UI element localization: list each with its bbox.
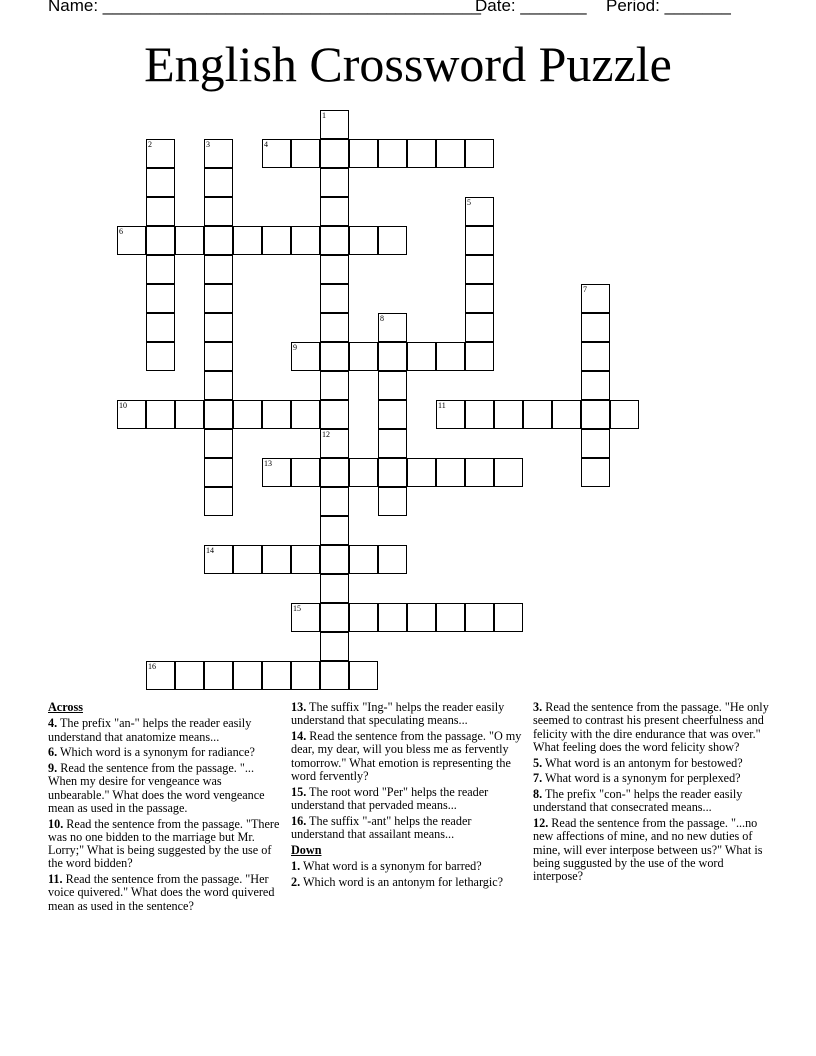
grid-cell[interactable]: [320, 284, 349, 313]
grid-cell[interactable]: [204, 400, 233, 429]
grid-cell[interactable]: [204, 139, 233, 168]
grid-cell[interactable]: [146, 197, 175, 226]
clue-across-13: 13. The suffix "Ing-" helps the reader easily understand that speculating means...: [291, 700, 505, 728]
grid-cell[interactable]: [291, 400, 320, 429]
grid-cell[interactable]: [320, 400, 349, 429]
grid-cell[interactable]: [320, 458, 349, 487]
grid-cell[interactable]: [262, 139, 291, 168]
grid-cell[interactable]: [117, 226, 146, 255]
grid-cell[interactable]: [233, 400, 262, 429]
grid-cell[interactable]: [581, 371, 610, 400]
clue-down-5: 5. What word is an antonym for bestowed?: [533, 755, 743, 770]
grid-cell[interactable]: [494, 603, 523, 632]
grid-cell[interactable]: [465, 603, 494, 632]
grid-cell[interactable]: [349, 226, 378, 255]
grid-cell[interactable]: [494, 458, 523, 487]
grid-cell[interactable]: [204, 342, 233, 371]
grid-cell[interactable]: [349, 603, 378, 632]
grid-cell[interactable]: [320, 168, 349, 197]
grid-cell[interactable]: [465, 313, 494, 342]
grid-cell[interactable]: [465, 197, 494, 226]
clue-number: 2: [148, 140, 152, 149]
grid-cell[interactable]: [465, 226, 494, 255]
grid-cell[interactable]: [436, 342, 465, 371]
grid-cell[interactable]: [494, 400, 523, 429]
grid-cell[interactable]: [320, 661, 349, 690]
grid-cell[interactable]: [262, 545, 291, 574]
grid-cell[interactable]: [436, 458, 465, 487]
grid-cell[interactable]: [204, 255, 233, 284]
clue-number: 1: [322, 111, 326, 120]
grid-cell[interactable]: [465, 458, 494, 487]
grid-cell[interactable]: [320, 516, 349, 545]
grid-cell[interactable]: [320, 342, 349, 371]
grid-cell[interactable]: [204, 487, 233, 516]
clue-number: 3: [206, 140, 210, 149]
grid-cell[interactable]: [320, 226, 349, 255]
clue-number: 6: [119, 227, 123, 236]
grid-cell[interactable]: [146, 255, 175, 284]
grid-cell[interactable]: [291, 661, 320, 690]
grid-cell[interactable]: [436, 400, 465, 429]
grid-cell[interactable]: [175, 661, 204, 690]
grid-cell[interactable]: [204, 545, 233, 574]
grid-cell[interactable]: [465, 342, 494, 371]
grid-cell[interactable]: [146, 661, 175, 690]
grid-cell[interactable]: [378, 313, 407, 342]
clue-down-7: 7. What word is a synonym for perplexed?: [533, 771, 741, 786]
clue-across-16: 16. The suffix "-ant" helps the reader understand that assailant means...: [291, 813, 472, 841]
grid-cell[interactable]: [407, 342, 436, 371]
clue-number: 7: [583, 285, 587, 294]
grid-cell[interactable]: [320, 139, 349, 168]
grid-cell[interactable]: [233, 661, 262, 690]
grid-cell[interactable]: [262, 661, 291, 690]
clues-column-3: [533, 701, 769, 886]
grid-cell[interactable]: [320, 603, 349, 632]
grid-cell[interactable]: [349, 342, 378, 371]
grid-cell[interactable]: [320, 371, 349, 400]
grid-cell[interactable]: [320, 429, 349, 458]
clues-column-1: [48, 701, 280, 915]
grid-cell[interactable]: [378, 400, 407, 429]
clue-number: 8: [380, 314, 384, 323]
clue-down-8: 8. The prefix "con-" helps the reader easily understand that consecrated means...: [533, 786, 743, 815]
grid-cell[interactable]: [581, 458, 610, 487]
grid-cell[interactable]: [204, 429, 233, 458]
clue-number: 16: [148, 662, 156, 671]
grid-cell[interactable]: [407, 139, 436, 168]
grid-cell[interactable]: [204, 458, 233, 487]
grid-cell[interactable]: [204, 197, 233, 226]
grid-cell[interactable]: [378, 603, 407, 632]
grid-cell[interactable]: [378, 342, 407, 371]
grid-cell[interactable]: [581, 284, 610, 313]
clue-number: 11: [438, 401, 446, 410]
grid-cell[interactable]: [262, 458, 291, 487]
clue-number: 14: [206, 546, 214, 555]
clues-column-2: [291, 701, 527, 891]
grid-cell[interactable]: [349, 661, 378, 690]
clue-down-2: 2. Which word is an antonym for lethargic?: [291, 874, 504, 889]
grid-cell[interactable]: [146, 139, 175, 168]
grid-cell[interactable]: [204, 226, 233, 255]
grid-cell[interactable]: [233, 226, 262, 255]
clue-across-4: 4. The prefix "an-" helps the reader easily understand that anatomize means...: [48, 716, 252, 744]
grid-cell[interactable]: [175, 400, 204, 429]
down-heading: Down: [291, 842, 322, 857]
grid-cell[interactable]: [146, 284, 175, 313]
clue-across-6: 6. Which word is a synonym for radiance?: [48, 745, 255, 760]
grid-cell[interactable]: [146, 226, 175, 255]
grid-cell[interactable]: [378, 487, 407, 516]
grid-cell[interactable]: [436, 603, 465, 632]
grid-cell[interactable]: [436, 139, 465, 168]
grid-cell[interactable]: [291, 139, 320, 168]
clue-down-12: 12. Read the sentence from the passage. "...no new affections of mine, and no new duties of mine, will ever interpose between us?" What is being suggusted by the use of the word interpose?: [533, 815, 763, 884]
grid-cell[interactable]: [407, 603, 436, 632]
grid-cell[interactable]: [320, 255, 349, 284]
grid-cell[interactable]: [320, 197, 349, 226]
clue-down-1: 1. What word is a synonym for barred?: [291, 858, 482, 873]
grid-cell[interactable]: [378, 139, 407, 168]
grid-cell[interactable]: [262, 226, 291, 255]
grid-cell[interactable]: [349, 458, 378, 487]
grid-cell[interactable]: [320, 545, 349, 574]
grid-cell[interactable]: [465, 400, 494, 429]
grid-cell[interactable]: [378, 429, 407, 458]
grid-cell[interactable]: [320, 110, 349, 139]
grid-cell[interactable]: [320, 313, 349, 342]
clue-number: 13: [264, 459, 272, 468]
period-field[interactable]: Period: _______: [606, 0, 731, 15]
grid-cell[interactable]: [291, 226, 320, 255]
grid-cell[interactable]: [378, 458, 407, 487]
clue-number: 12: [322, 430, 330, 439]
grid-cell[interactable]: [233, 545, 262, 574]
grid-cell[interactable]: [378, 226, 407, 255]
grid-cell[interactable]: [349, 545, 378, 574]
grid-cell[interactable]: [320, 632, 349, 661]
grid-cell[interactable]: [291, 342, 320, 371]
grid-cell[interactable]: [581, 313, 610, 342]
grid-cell[interactable]: [523, 400, 552, 429]
page-title: English Crossword Puzzle: [144, 36, 672, 92]
grid-cell[interactable]: [407, 458, 436, 487]
clue-number: 4: [264, 140, 268, 149]
grid-cell[interactable]: [378, 371, 407, 400]
date-field[interactable]: Date: _______: [475, 0, 587, 15]
grid-cell[interactable]: [291, 603, 320, 632]
name-field[interactable]: Name: ________________________________________: [48, 0, 481, 15]
grid-cell[interactable]: [146, 400, 175, 429]
clue-across-15: 15. The root word "Per" helps the reader understand that pervaded means...: [291, 784, 489, 812]
grid-cell[interactable]: [204, 661, 233, 690]
clue-across-11: 11. Read the sentence from the passage. "Her voice quivered." What does the word quivered mean as used in the sentence?: [48, 872, 275, 913]
grid-cell[interactable]: [465, 139, 494, 168]
grid-cell[interactable]: [262, 400, 291, 429]
grid-cell[interactable]: [349, 139, 378, 168]
grid-cell[interactable]: [378, 545, 407, 574]
grid-cell[interactable]: [581, 429, 610, 458]
clue-number: 9: [293, 343, 297, 352]
grid-cell[interactable]: [204, 371, 233, 400]
grid-cell[interactable]: [320, 487, 349, 516]
clue-down-3: 3. Read the sentence from the passage. "He only seemed to contrast his present cheerfulness and felicity with the dire endurance that was over." What feeling does the word felicity show?: [533, 700, 769, 754]
grid-cell[interactable]: [465, 284, 494, 313]
grid-cell[interactable]: [146, 168, 175, 197]
clue-across-9: 9. Read the sentence from the passage. "... When my desire for vengeance was unbearable." What does the word vengeance mean as used in the passage.: [48, 760, 265, 815]
grid-cell[interactable]: [204, 168, 233, 197]
grid-cell[interactable]: [204, 313, 233, 342]
grid-cell[interactable]: [465, 255, 494, 284]
clue-number: 5: [467, 198, 471, 207]
across-heading: Across: [48, 700, 83, 714]
grid-cell[interactable]: [291, 458, 320, 487]
grid-cell[interactable]: [204, 284, 233, 313]
clue-across-10: 10. Read the sentence from the passage. "There was no one bidden to the marriage but Mr. Lorry;" What is being suggested by the use of the word bidden?: [48, 816, 280, 871]
grid-cell[interactable]: [175, 226, 204, 255]
grid-cell[interactable]: [146, 342, 175, 371]
grid-cell[interactable]: [117, 400, 146, 429]
grid-cell[interactable]: [581, 400, 610, 429]
student-info-header: [48, 0, 788, 20]
grid-cell[interactable]: [581, 342, 610, 371]
grid-cell[interactable]: [552, 400, 581, 429]
clue-number: 15: [293, 604, 301, 613]
grid-cell[interactable]: [146, 313, 175, 342]
clue-across-14: 14. Read the sentence from the passage. "O my dear, my dear, will you bless me as fervently tomorrow." What emotion is representing the word fervently?: [291, 728, 522, 783]
grid-cell[interactable]: [291, 545, 320, 574]
clue-number: 10: [119, 401, 127, 410]
grid-cell[interactable]: [610, 400, 639, 429]
grid-cell[interactable]: [320, 574, 349, 603]
